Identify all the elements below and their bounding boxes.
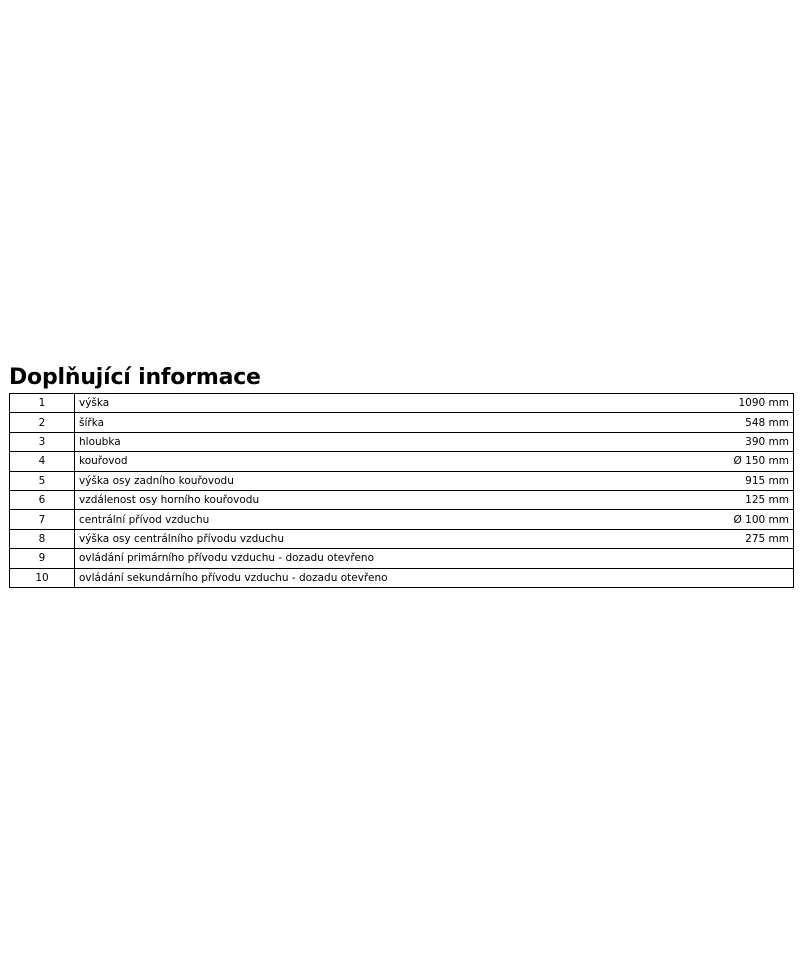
row-number: 4 (10, 452, 75, 471)
row-value: 1090 mm (635, 394, 794, 413)
row-number: 10 (10, 568, 75, 587)
row-number: 1 (10, 394, 75, 413)
row-value: 390 mm (635, 432, 794, 451)
additional-info-section (9, 364, 794, 588)
row-value: Ø 100 mm (635, 510, 794, 529)
table-row (10, 394, 794, 413)
row-label: hloubka (75, 432, 636, 451)
table-row (10, 471, 794, 490)
row-number: 5 (10, 471, 75, 490)
table-row (10, 432, 794, 451)
row-number: 2 (10, 413, 75, 432)
row-value: 275 mm (635, 529, 794, 548)
row-number: 3 (10, 432, 75, 451)
row-value: 548 mm (635, 413, 794, 432)
specs-table-body (10, 394, 794, 588)
table-row (10, 452, 794, 471)
row-label: vzdálenost osy horního kouřovodu (75, 490, 636, 509)
row-label: centrální přívod vzduchu (75, 510, 636, 529)
row-value: Ø 150 mm (635, 452, 794, 471)
row-value: 915 mm (635, 471, 794, 490)
row-value: 125 mm (635, 490, 794, 509)
row-label: ovládání primárního přívodu vzduchu - dozadu otevřeno (75, 549, 794, 568)
row-number: 9 (10, 549, 75, 568)
table-row (10, 549, 794, 568)
table-row (10, 413, 794, 432)
row-label: výška osy zadního kouřovodu (75, 471, 636, 490)
row-label: kouřovod (75, 452, 636, 471)
section-title: Doplňující informace (9, 365, 261, 390)
specs-table (9, 393, 794, 588)
table-row (10, 510, 794, 529)
row-label: výška (75, 394, 636, 413)
row-label: šířka (75, 413, 636, 432)
row-number: 7 (10, 510, 75, 529)
table-row (10, 490, 794, 509)
table-row (10, 568, 794, 587)
row-label: výška osy centrálního přívodu vzduchu (75, 529, 636, 548)
row-number: 8 (10, 529, 75, 548)
row-label: ovládání sekundárního přívodu vzduchu - dozadu otevřeno (75, 568, 794, 587)
table-row (10, 529, 794, 548)
row-number: 6 (10, 490, 75, 509)
